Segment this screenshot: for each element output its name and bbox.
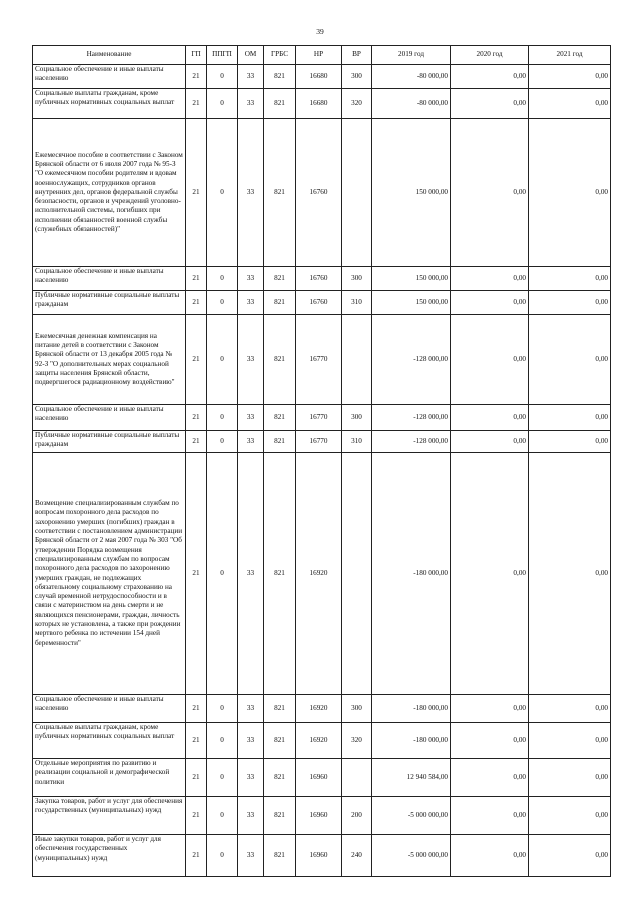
vr-cell: 320 <box>342 89 372 119</box>
table-row <box>33 695 611 723</box>
year-2019-cell: -128 000,00 <box>372 405 451 431</box>
nr-cell: 16770 <box>296 315 342 405</box>
table-row <box>33 797 611 835</box>
gp-cell: 21 <box>186 453 207 695</box>
om-cell: 33 <box>238 405 264 431</box>
header-cell: 2019 год <box>372 46 451 65</box>
year-2021-cell: 0,00 <box>529 405 611 431</box>
om-cell: 33 <box>238 431 264 453</box>
ppgp-cell: 0 <box>207 723 238 759</box>
gp-cell: 21 <box>186 695 207 723</box>
grbs-cell: 821 <box>264 797 296 835</box>
header-cell: ОМ <box>238 46 264 65</box>
year-2020-cell: 0,00 <box>451 723 529 759</box>
header-cell: 2021 год <box>529 46 611 65</box>
year-2020-cell: 0,00 <box>451 835 529 877</box>
grbs-cell: 821 <box>264 405 296 431</box>
row-name: Ежемесячная денежная компенсация на питание детей в соответствии с Законом Брянской области от 13 декабря 2005 года № 92-З "О дополнительных мерах социальной защиты населения Брянской области, подвергшегося радиационному воздействию" <box>33 315 186 405</box>
vr-cell: 200 <box>342 797 372 835</box>
gp-cell: 21 <box>186 723 207 759</box>
year-2021-cell: 0,00 <box>529 759 611 797</box>
table-row <box>33 65 611 89</box>
ppgp-cell: 0 <box>207 759 238 797</box>
om-cell: 33 <box>238 315 264 405</box>
table-row <box>33 405 611 431</box>
gp-cell: 21 <box>186 315 207 405</box>
year-2021-cell: 0,00 <box>529 65 611 89</box>
year-2020-cell: 0,00 <box>451 291 529 315</box>
year-2021-cell: 0,00 <box>529 835 611 877</box>
gp-cell: 21 <box>186 431 207 453</box>
year-2020-cell: 0,00 <box>451 453 529 695</box>
row-name: Ежемесячное пособие в соответствии с Законом Брянской области от 6 июля 2007 года № 95-З "О ежемесячном пособии родителям и вдовам военнослужащих, сотрудников органов внутренних дел, органов федеральной службы безопасности, органов и учреждений уголовно-исполнительной системы, погибших при исполнении обязанностей военной службы (служебных обязанностей)" <box>33 119 186 267</box>
vr-cell: 310 <box>342 431 372 453</box>
year-2019-cell: -180 000,00 <box>372 723 451 759</box>
year-2021-cell: 0,00 <box>529 315 611 405</box>
nr-cell: 16920 <box>296 453 342 695</box>
year-2019-cell: -80 000,00 <box>372 65 451 89</box>
year-2020-cell: 0,00 <box>451 315 529 405</box>
nr-cell: 16680 <box>296 65 342 89</box>
year-2021-cell: 0,00 <box>529 431 611 453</box>
year-2019-cell: -80 000,00 <box>372 89 451 119</box>
row-name: Социальные выплаты гражданам, кроме публичных нормативных социальных выплат <box>33 723 186 759</box>
year-2020-cell: 0,00 <box>451 119 529 267</box>
year-2021-cell: 0,00 <box>529 291 611 315</box>
year-2019-cell: 150 000,00 <box>372 119 451 267</box>
om-cell: 33 <box>238 65 264 89</box>
table-row <box>33 89 611 119</box>
ppgp-cell: 0 <box>207 453 238 695</box>
om-cell: 33 <box>238 695 264 723</box>
table-row <box>33 759 611 797</box>
nr-cell: 16760 <box>296 291 342 315</box>
nr-cell: 16960 <box>296 835 342 877</box>
gp-cell: 21 <box>186 759 207 797</box>
ppgp-cell: 0 <box>207 835 238 877</box>
table-row <box>33 453 611 695</box>
vr-cell: 320 <box>342 723 372 759</box>
nr-cell: 16960 <box>296 759 342 797</box>
header-cell: НР <box>296 46 342 65</box>
year-2019-cell: -128 000,00 <box>372 315 451 405</box>
grbs-cell: 821 <box>264 89 296 119</box>
table-row <box>33 835 611 877</box>
header-cell: Наименование <box>33 46 186 65</box>
year-2020-cell: 0,00 <box>451 431 529 453</box>
gp-cell: 21 <box>186 65 207 89</box>
vr-cell: 300 <box>342 405 372 431</box>
gp-cell: 21 <box>186 267 207 291</box>
ppgp-cell: 0 <box>207 65 238 89</box>
grbs-cell: 821 <box>264 723 296 759</box>
grbs-cell: 821 <box>264 119 296 267</box>
om-cell: 33 <box>238 267 264 291</box>
gp-cell: 21 <box>186 89 207 119</box>
year-2019-cell: -180 000,00 <box>372 695 451 723</box>
budget-table <box>32 45 611 877</box>
year-2021-cell: 0,00 <box>529 797 611 835</box>
year-2019-cell: -5 000 000,00 <box>372 797 451 835</box>
year-2019-cell: 150 000,00 <box>372 291 451 315</box>
table-row <box>33 267 611 291</box>
table-row <box>33 431 611 453</box>
grbs-cell: 821 <box>264 315 296 405</box>
nr-cell: 16770 <box>296 405 342 431</box>
table-header-row <box>33 46 611 65</box>
grbs-cell: 821 <box>264 835 296 877</box>
ppgp-cell: 0 <box>207 89 238 119</box>
year-2020-cell: 0,00 <box>451 405 529 431</box>
om-cell: 33 <box>238 835 264 877</box>
ppgp-cell: 0 <box>207 695 238 723</box>
year-2021-cell: 0,00 <box>529 267 611 291</box>
ppgp-cell: 0 <box>207 267 238 291</box>
row-name: Закупка товаров, работ и услуг для обеспечения государственных (муниципальных) нужд <box>33 797 186 835</box>
gp-cell: 21 <box>186 797 207 835</box>
row-name: Социальное обеспечение и иные выплаты населению <box>33 65 186 89</box>
year-2019-cell: -5 000 000,00 <box>372 835 451 877</box>
nr-cell: 16680 <box>296 89 342 119</box>
row-name: Социальное обеспечение и иные выплаты населению <box>33 405 186 431</box>
table-row <box>33 723 611 759</box>
nr-cell: 16760 <box>296 119 342 267</box>
row-name: Социальное обеспечение и иные выплаты населению <box>33 695 186 723</box>
row-name: Публичные нормативные социальные выплаты гражданам <box>33 431 186 453</box>
row-name: Социальное обеспечение и иные выплаты населению <box>33 267 186 291</box>
gp-cell: 21 <box>186 835 207 877</box>
nr-cell: 16920 <box>296 695 342 723</box>
year-2020-cell: 0,00 <box>451 759 529 797</box>
row-name: Отдельные мероприятия по развитию и реализации социальной и демографической политики <box>33 759 186 797</box>
year-2020-cell: 0,00 <box>451 695 529 723</box>
header-cell: ВР <box>342 46 372 65</box>
table-row <box>33 119 611 267</box>
grbs-cell: 821 <box>264 291 296 315</box>
year-2021-cell: 0,00 <box>529 89 611 119</box>
year-2020-cell: 0,00 <box>451 65 529 89</box>
vr-cell <box>342 759 372 797</box>
year-2021-cell: 0,00 <box>529 723 611 759</box>
ppgp-cell: 0 <box>207 291 238 315</box>
ppgp-cell: 0 <box>207 431 238 453</box>
ppgp-cell: 0 <box>207 405 238 431</box>
header-cell: ППГП <box>207 46 238 65</box>
vr-cell: 300 <box>342 695 372 723</box>
year-2021-cell: 0,00 <box>529 119 611 267</box>
nr-cell: 16960 <box>296 797 342 835</box>
year-2019-cell: -128 000,00 <box>372 431 451 453</box>
header-cell: ГРБС <box>264 46 296 65</box>
row-name: Социальные выплаты гражданам, кроме публичных нормативных социальных выплат <box>33 89 186 119</box>
table-row <box>33 291 611 315</box>
table-row <box>33 315 611 405</box>
year-2019-cell: 150 000,00 <box>372 267 451 291</box>
ppgp-cell: 0 <box>207 797 238 835</box>
om-cell: 33 <box>238 291 264 315</box>
om-cell: 33 <box>238 723 264 759</box>
vr-cell: 310 <box>342 291 372 315</box>
header-cell: 2020 год <box>451 46 529 65</box>
vr-cell <box>342 453 372 695</box>
row-name: Публичные нормативные социальные выплаты гражданам <box>33 291 186 315</box>
om-cell: 33 <box>238 797 264 835</box>
nr-cell: 16920 <box>296 723 342 759</box>
year-2020-cell: 0,00 <box>451 797 529 835</box>
om-cell: 33 <box>238 119 264 267</box>
header-cell: ГП <box>186 46 207 65</box>
vr-cell <box>342 119 372 267</box>
gp-cell: 21 <box>186 119 207 267</box>
grbs-cell: 821 <box>264 431 296 453</box>
vr-cell: 300 <box>342 65 372 89</box>
om-cell: 33 <box>238 759 264 797</box>
page-number: 39 <box>316 27 324 36</box>
gp-cell: 21 <box>186 405 207 431</box>
vr-cell: 240 <box>342 835 372 877</box>
grbs-cell: 821 <box>264 453 296 695</box>
om-cell: 33 <box>238 89 264 119</box>
gp-cell: 21 <box>186 291 207 315</box>
year-2021-cell: 0,00 <box>529 695 611 723</box>
grbs-cell: 821 <box>264 65 296 89</box>
grbs-cell: 821 <box>264 695 296 723</box>
vr-cell: 300 <box>342 267 372 291</box>
year-2020-cell: 0,00 <box>451 89 529 119</box>
grbs-cell: 821 <box>264 759 296 797</box>
nr-cell: 16760 <box>296 267 342 291</box>
year-2021-cell: 0,00 <box>529 453 611 695</box>
om-cell: 33 <box>238 453 264 695</box>
ppgp-cell: 0 <box>207 119 238 267</box>
vr-cell <box>342 315 372 405</box>
ppgp-cell: 0 <box>207 315 238 405</box>
row-name: Возмещение специализированным службам по вопросам похоронного дела расходов по захоронению умерших (погибших) граждан в соответствии с постановлением администрации Брянской области от 2 мая 2007 года № 303 "Об утверждении Порядка возмещения специализированным службам по вопросам похоронного дела расходов по захоронению умерших граждан, не подлежащих обязательному социальному страхованию на случай временной нетрудоспособности и в связи с материнством на день смерти и не являющихся пенсионерами, граждан, личность которых не установлена, а также при рождении мертвого ребенка по истечении 154 дней беременности" <box>33 453 186 695</box>
year-2019-cell: 12 940 584,00 <box>372 759 451 797</box>
year-2019-cell: -180 000,00 <box>372 453 451 695</box>
grbs-cell: 821 <box>264 267 296 291</box>
year-2020-cell: 0,00 <box>451 267 529 291</box>
row-name: Иные закупки товаров, работ и услуг для обеспечения государственных (муниципальных) нужд <box>33 835 186 877</box>
nr-cell: 16770 <box>296 431 342 453</box>
